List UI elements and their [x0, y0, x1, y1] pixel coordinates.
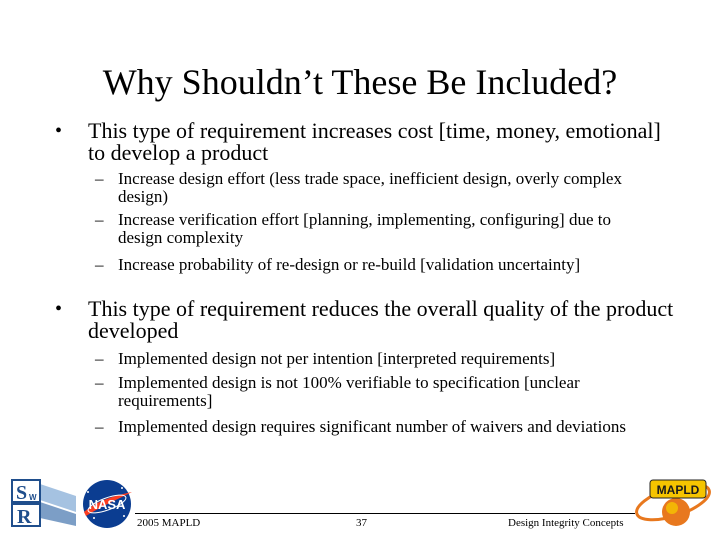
sub-dash: – — [95, 417, 104, 436]
sr-logo-graphic — [10, 478, 76, 528]
bullet-2 — [55, 298, 675, 342]
footer-rule — [135, 513, 635, 514]
slide-title: Why Shouldn’t These Be Included? — [102, 62, 618, 102]
bullet-2-sub-1-text: Implemented design not per intention [interpreted requirements] — [118, 349, 556, 368]
nasa-logo — [78, 478, 136, 530]
bullet-1 — [55, 120, 675, 164]
bullet-1-sub-1-text: Increase design effort (less trade space, inefficient design, overly complex design) — [118, 169, 622, 206]
sub-dash: – — [95, 373, 104, 392]
nasa-logo-text: NASA — [88, 497, 126, 512]
sub-dash: – — [95, 169, 104, 188]
sub-dash: – — [95, 255, 104, 274]
bullet-2-sub-3-text: Implemented design requires significant number of waivers and deviations — [118, 417, 626, 436]
footer-left: 2005 MAPLD — [137, 517, 201, 529]
bullet-1-sub-3-text: Increase probability of re-design or re-build [validation uncertainty] — [118, 255, 581, 274]
sr-logo-r: R — [17, 506, 32, 528]
bullet-1-sub-2 — [95, 211, 655, 247]
bullet-2-sub-3 — [95, 418, 655, 436]
bullet-2-sub-2-text: Implemented design is not 100% verifiable to specification [unclear requirements] — [118, 373, 580, 410]
sub-dash: – — [95, 349, 104, 368]
mapld-logo-graphic — [632, 472, 714, 532]
bullet-dot: • — [55, 298, 63, 320]
sr-logo-s: S — [16, 482, 28, 504]
sr-logo-w: W — [29, 493, 37, 502]
footer-right: Design Integrity Concepts — [508, 517, 624, 529]
mapld-logo-text: MAPLD — [656, 483, 700, 497]
sub-dash: – — [95, 210, 104, 229]
bullet-1-sub-3 — [95, 256, 655, 274]
footer-page-number: 37 — [356, 517, 367, 529]
bullet-2-sub-1 — [95, 350, 655, 368]
bullet-2-text: This type of requirement reduces the overall quality of the product developed — [88, 296, 674, 343]
sr-logo — [10, 478, 76, 528]
bullet-1-sub-2-text: Increase verification effort [planning, implementing, configuring] due to design complexity — [118, 210, 611, 247]
bullet-2-sub-2 — [95, 374, 655, 410]
bullet-dot: • — [55, 120, 63, 142]
nasa-logo-graphic — [78, 478, 136, 530]
bullet-1-text: This type of requirement increases cost [time, money, emotional] to develop a product — [88, 118, 661, 165]
bullet-1-sub-1 — [95, 170, 655, 206]
mapld-logo — [632, 472, 714, 532]
